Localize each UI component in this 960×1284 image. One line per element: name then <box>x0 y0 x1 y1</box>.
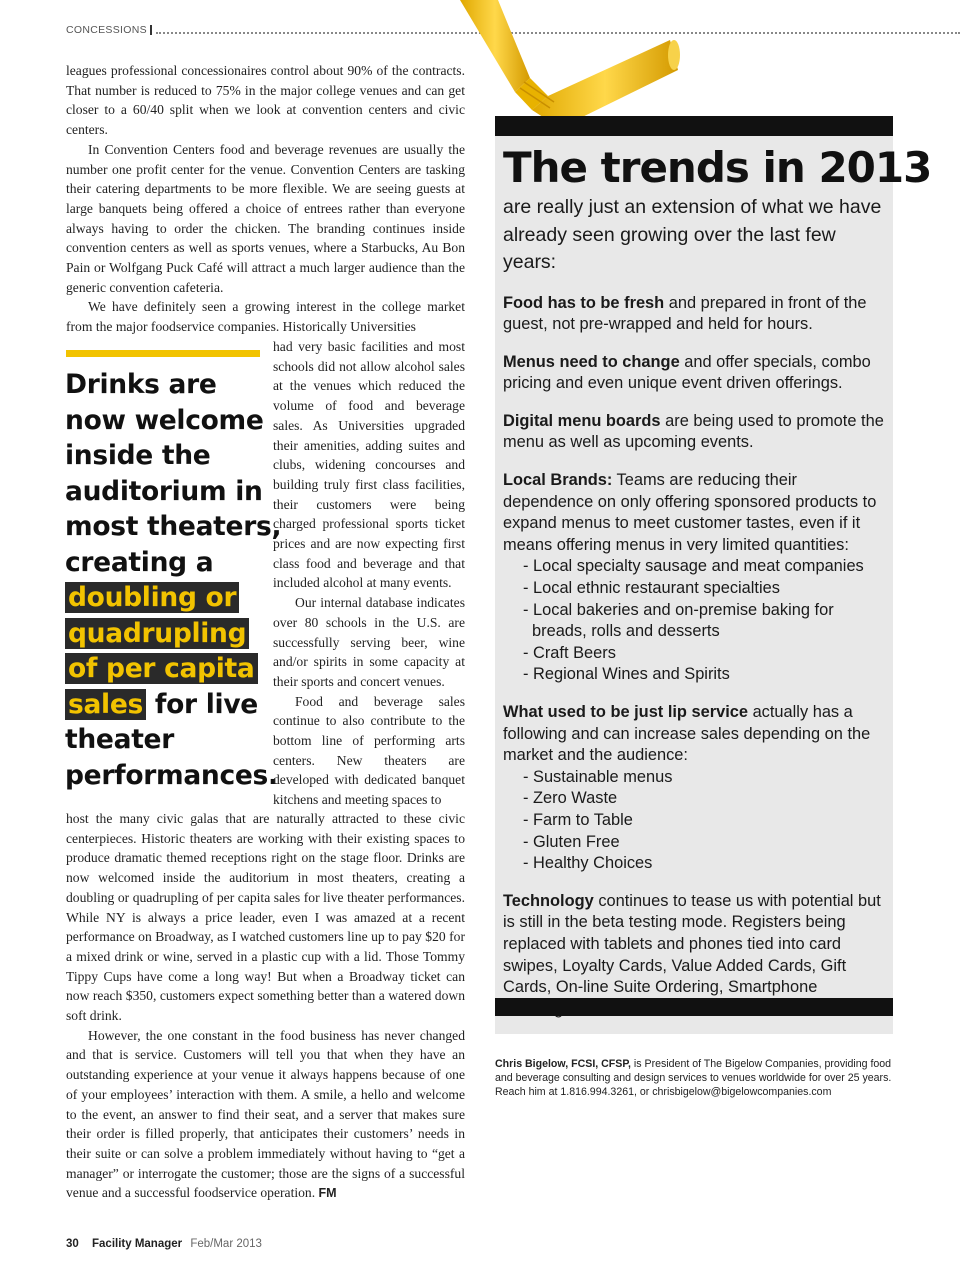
pullquote-highlight: of per capita <box>65 653 258 684</box>
trend-text: are being used to promote the menu as well as upcoming events. <box>503 411 884 452</box>
end-mark: FM <box>318 1186 337 1201</box>
body-paragraph: Food and beverage sales continue to also contribute to the bottom line of performing arts centers. New theaters are developed with dedicated banquet kitchens and meeting spaces to <box>273 693 465 808</box>
body-paragraph: Our internal database indicates over 80 schools in the U.S. are successfully serving beer, wine and/or spirits in some capacity at their sports and concert venues. <box>273 595 465 689</box>
body-paragraph: We have definitely seen a growing interest in the college market from the major foodservice companies. Historically Universities <box>66 299 465 335</box>
trend-text: Teams are reducing their dependence on only offering sponsored products to expand menus to meet customer tastes, even if it means offering menus in very limited quantities: <box>503 471 877 554</box>
sidebar-bottom-bar <box>495 998 893 1016</box>
pullquote-line: performances. <box>65 759 278 791</box>
issue-date: Feb/Mar 2013 <box>190 1238 262 1250</box>
sidebar-content <box>503 143 932 1020</box>
trend-item <box>503 411 891 454</box>
pullquote-line: for live <box>146 688 258 720</box>
page-footer <box>66 1238 262 1250</box>
author-name: Chris Bigelow, FCSI, CFSP, <box>495 1058 631 1070</box>
list-item: - Gluten Free <box>523 832 620 851</box>
trend-text: continues to tease us with potential but is still in the beta testing mode. Registers being replaced with tablets and phones tied into card swipes, Loyalty Cards, Value Added Cards, Gift Cards, On-line Suite Ordering, Smartphone <box>503 891 881 997</box>
body-paragraph-text: However, the one constant in the food business has never changed and that is service. Customers will tell you that when they have an outstanding experience at your venue it always happens because of one of your employees’ interaction with them. A smile, a hello and welcome to the event, an answer to find their seat, and a server that makes sure their order is filled properly, that anticipates their customers’ needs in their suite or can solve a problem immediately without having to “get a manager” or interrogate the customer; those are the signs of a successful venue and a successful foodservice operation. <box>66 1027 465 1201</box>
list-item: - Healthy Choices <box>523 854 653 873</box>
body-column-bottom <box>66 809 465 1204</box>
pullquote-highlight: doubling or <box>65 582 239 613</box>
pullquote-line: theater <box>65 724 174 755</box>
trend-lead: Digital menu boards <box>503 411 661 430</box>
pullquote-line: auditorium in <box>65 475 263 507</box>
body-paragraph: In Convention Centers food and beverage revenues are usually the number one profit center for the venue. Convention Centers are tasking their catering departments to be more flexible. We are seeing guests at large banquets being offered a choice of entrees rather than everyone always having to order the chicken. The branding continues inside convention centers as well as sports venues, where a Starbucks, Au Bon Pain or Wolfgang Puck Café will attract a much larger audience than the generic convention cafeteria. <box>66 141 465 295</box>
body-paragraph: leagues professional concessionaires control about 90% of the contracts. That number is reduced to 75% in the major college venues and can get closer to a 60/40 split when we look at convention centers and civic centers. <box>66 63 465 138</box>
body-paragraph: had very basic facilities and most schools did not allow alcohol sales at the venues which reduced the volume of food and beverage sales. As Universities upgraded their amenities, adding suites and clubs, widening concourses and building truly first class facilities, their customers were being charged professional sports ticket prices and are now expecting first class food and beverage and that included alcohol at many events. <box>273 339 465 591</box>
list-item: - Sustainable menus <box>523 767 673 786</box>
body-paragraph <box>66 1026 465 1204</box>
sidebar-subtitle: are really just an extension of what we have already seen growing over the last few years: <box>503 196 882 273</box>
trend-item <box>503 702 891 767</box>
sidebar-top-bar <box>495 116 893 136</box>
pullquote-line: Drinks are <box>65 369 217 400</box>
trends-sidebar <box>495 116 932 1034</box>
pull-quote <box>65 367 282 793</box>
list-item: - Local bakeries and on-premise baking for breads, rolls and desserts <box>523 600 834 641</box>
trend-lead: Menus need to change <box>503 352 680 371</box>
body-column-top <box>66 61 465 337</box>
page-number: 30 <box>66 1238 79 1250</box>
body-paragraph: host the many civic galas that are naturally attracted to these civic centerpieces. Historic theaters are working with their existing spaces to produce dramatic themed receptions right on the stage floor. Drinks are now welcomed inside the auditorium in most theaters, creating a doubling or quadrupling of per capita sales for live theater performances. While NY is always a price leader, even I was amazed at a recent performance on Broadway, as I watched customers line up to pay $20 for a mixed drink or wine, served in a plastic cup with a lid. Those Tommy Tippy Cups have come a long way! But when a Broadway ticket can now reach $350, customers expect something better than a watered down soft drink. <box>66 811 465 1024</box>
trend-lead: What used to be just lip service <box>503 703 749 721</box>
author-bio-text: is President of The Bigelow Companies, providing food and beverage consulting and design services to venues worldwide for over 25 years. Reach him at 1.816.994.3261, or chrisbigelow@bigelowcompanies.com <box>495 1058 892 1098</box>
pullquote-line: now welcome <box>65 404 264 436</box>
pullquote-rule <box>66 350 260 357</box>
pullquote-line: most theaters, <box>65 511 282 542</box>
list-item: - Farm to Table <box>523 810 633 829</box>
trend-lead: Technology <box>503 891 594 910</box>
section-label: CONCESSIONS <box>66 24 147 36</box>
sidebar-title: The trends in 2013 <box>503 143 932 192</box>
list-item: - Local ethnic restaurant specialties <box>523 579 780 598</box>
trend-text: and offer specials, combo pricing and even unique event driven offerings. <box>503 352 871 393</box>
trend-item <box>503 470 891 556</box>
local-brands-list <box>503 556 891 686</box>
list-item: - Regional Wines and Spirits <box>523 665 730 684</box>
trend-item <box>503 293 891 336</box>
trend-lead: Food has to be fresh <box>503 293 665 312</box>
pullquote-highlight: sales <box>65 689 146 720</box>
trend-text: actually has a following and can increase sales depending on the market and the audience: <box>503 703 871 765</box>
trend-text: and prepared in front of the guest, not pre-wrapped and held for hours. <box>503 293 867 334</box>
header-divider <box>150 25 152 35</box>
magazine-name: Facility Manager <box>92 1238 183 1250</box>
pullquote-highlight: quadrupling <box>65 618 249 649</box>
pullquote-line: inside the <box>65 440 211 471</box>
author-bio <box>495 1057 895 1099</box>
lip-service-list <box>503 767 891 875</box>
trend-item <box>503 352 891 395</box>
list-item: - Local specialty sausage and meat companies <box>523 557 864 576</box>
trend-lead: Local Brands: <box>503 471 613 490</box>
pullquote-line: creating a <box>65 546 214 578</box>
list-item: - Zero Waste <box>523 789 618 808</box>
list-item: - Craft Beers <box>523 643 616 662</box>
body-column-narrow <box>273 337 465 810</box>
